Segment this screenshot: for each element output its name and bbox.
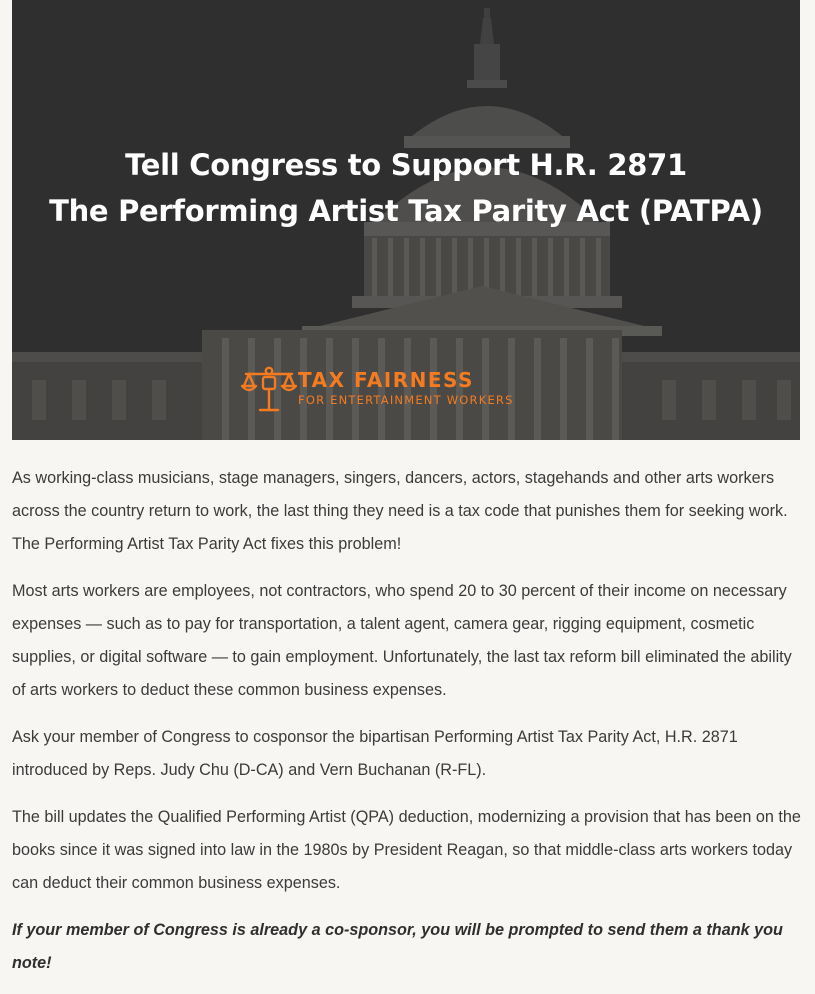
hero-banner [12, 0, 800, 440]
tax-fairness-logo [240, 364, 570, 414]
scales-of-justice-icon [240, 364, 298, 414]
thank-you-note-callout: If your member of Congress is already a co-sponsor, you will be prompted to send them a thank you note! [12, 921, 783, 972]
paragraph-qpa-deduction: The bill updates the Qualified Performing Artist (QPA) deduction, modernizing a provision that has been on the books since it was signed into law in the 1980s by President Reagan, so that middle-class arts workers today can deduct their common business expenses. [12, 808, 801, 892]
paragraph-intro: As working-class musicians, stage managers, singers, dancers, actors, stagehands and other arts workers across the country return to work, the last thing they need is a tax code that punishes them for seeking work. The Performing Artist Tax Parity Act fixes this problem! [12, 469, 788, 553]
hero-title-line-1: Tell Congress to Support H.R. 2871 [125, 148, 687, 182]
logo-subtitle: FOR ENTERTAINMENT WORKERS [298, 393, 514, 407]
hero-title-line-2: The Performing Artist Tax Parity Act (PATPA) [49, 194, 763, 228]
paragraph-ask-cosponsor: Ask your member of Congress to cosponsor the bipartisan Performing Artist Tax Parity Act, H.R. 2871 introduced by Reps. Judy Chu (D-CA) and Vern Buchanan (R-FL). [12, 728, 738, 779]
paragraph-expenses: Most arts workers are employees, not contractors, who spend 20 to 30 percent of their income on necessary expenses — such as to pay for transportation, a talent agent, camera gear, rigging equipment, cosmetic supplies, or digital software — to gain employment. Unfortunately, the last tax reform bill eliminated the ability of arts workers to deduct these common business expenses. [12, 582, 792, 699]
article-body [12, 462, 802, 994]
logo-title: TAX FAIRNESS [298, 368, 474, 392]
